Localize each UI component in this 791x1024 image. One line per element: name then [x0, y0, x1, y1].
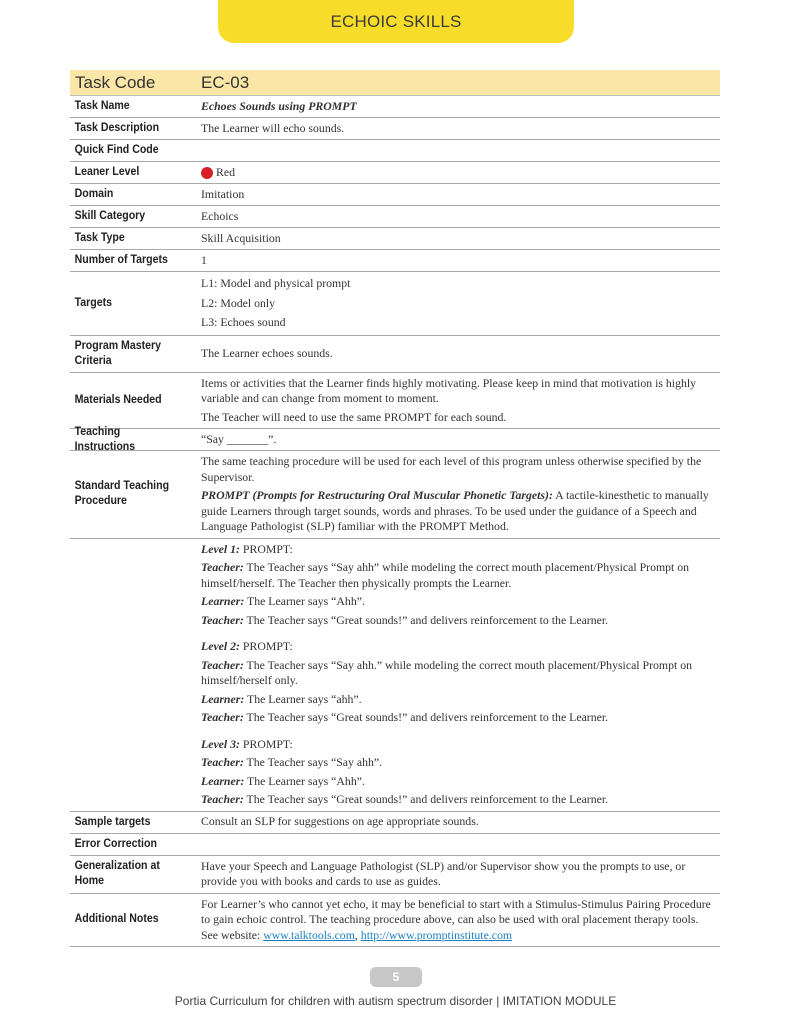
level-2-teacher-2-text: The Teacher says “Great sounds!” and delivers reinforcement to the Learner.: [243, 710, 609, 724]
targets-row: [70, 272, 720, 336]
task-name-label: Task Name: [74, 100, 130, 112]
materials-row: [70, 373, 720, 430]
teaching-instructions-value: “Say _______”.: [201, 431, 277, 446]
error-correction-row: [70, 834, 720, 856]
level-1-teacher-2-text: The Teacher says “Great sounds!” and delivers reinforcement to the Learner.: [243, 612, 609, 627]
materials-text-1: Items or activities that the Learner finds highly motivating. Please keep in mind that motivation is highly variable and can change from moment to moment.: [201, 375, 697, 405]
skill-category-label: Skill Category: [74, 210, 146, 222]
task-code-row: [70, 70, 720, 96]
number-of-targets-value: 1: [201, 252, 207, 267]
task-table: [70, 70, 720, 947]
skill-category-value: Echoics: [201, 208, 239, 223]
sample-targets-row: [70, 812, 720, 834]
generalization-row: [70, 856, 720, 894]
target-l1: L1: Model and physical prompt: [201, 276, 351, 290]
number-of-targets-label: Number of Targets: [74, 254, 168, 266]
quick-find-label: Quick Find Code: [74, 144, 159, 156]
task-type-label: Task Type: [74, 232, 125, 244]
page-number-badge: [370, 967, 422, 987]
learner-level-label: Leaner Level: [74, 166, 140, 178]
standard-procedure-label: Standard Teaching Procedure: [74, 480, 170, 508]
learner-level-value: Red: [216, 164, 236, 179]
level-3-title: Level 3:: [201, 736, 240, 751]
prompt-definition-text: A tactile-kinesthetic to manually guide Learners through target sounds, words and phrases. To be used under the guidance of a Speech and Language Pathologist (SLP) familiar with the PROMPT Method.: [201, 488, 709, 533]
additional-notes-text: For Learner’s who cannot yet echo, it may be beneficial to start with a Stimulus-Stimulus Pairing Procedure to gain echoic control. The teaching procedure above, can also be used with oral placement therapy tools. See website:: [201, 896, 711, 942]
level-1-title: Level 1:: [201, 541, 240, 556]
page-number: 5: [392, 970, 400, 984]
level-3-teacher-2-label: Teacher:: [201, 792, 244, 806]
footer-text: Portia Curriculum for children with autism spectrum disorder | IMITATION MODULE: [174, 994, 617, 1008]
additional-notes-label: Additional Notes: [74, 913, 159, 926]
level-1-teacher-text: The Teacher says “Say ahh” while modeling the correct mouth placement/Physical Prompt on himself/herself. The Teacher then physically prompts the Learner.: [201, 560, 690, 590]
target-l2: L2: Model only: [201, 295, 276, 310]
level-1-teacher-2-label: Teacher:: [201, 612, 244, 627]
sample-targets-value: Consult an SLP for suggestions on age appropriate sounds.: [201, 814, 479, 829]
task-name-row: [70, 96, 720, 118]
level-1-learner-text: The Learner says “Ahh”.: [244, 594, 365, 608]
section-title-tab: [218, 0, 574, 43]
level-1-teacher-label: Teacher:: [201, 560, 244, 574]
level-2-learner-label: Learner:: [201, 691, 245, 706]
domain-value: Imitation: [201, 186, 245, 201]
domain-row: [70, 184, 720, 206]
level-2-teacher-text: The Teacher says “Say ahh.” while modeling the correct mouth placement/Physical Prompt on himself/herself only.: [201, 657, 693, 687]
materials-text-2: The Teacher will need to use the same PROMPT for each sound.: [201, 409, 507, 424]
quick-find-row: [70, 140, 720, 162]
skill-category-row: [70, 206, 720, 228]
level-3-learner-label: Learner:: [201, 773, 245, 788]
standard-procedure-row: [70, 451, 720, 539]
task-description-row: [70, 118, 720, 140]
mastery-value: The Learner echoes sounds.: [201, 345, 333, 360]
mastery-label: Program Mastery Criteria: [74, 339, 162, 367]
section-title: ECHOIC SKILLS: [330, 11, 462, 31]
error-correction-label: Error Correction: [74, 837, 157, 850]
generalization-value: Have your Speech and Language Pathologist (SLP) and/or Supervisor show you the prompts to use, or provide you with books and cards to use as guides.: [201, 858, 686, 888]
red-level-dot-icon: [201, 167, 213, 179]
task-type-value: Skill Acquisition: [201, 230, 281, 245]
error-correction-value: [197, 834, 720, 855]
task-type-row: [70, 228, 720, 250]
levels-label-empty: [70, 539, 187, 811]
level-3-teacher-2-text: The Teacher says “Great sounds!” and delivers reinforcement to the Learner.: [243, 792, 609, 806]
additional-notes-row: [70, 894, 720, 948]
learner-level-row: [70, 162, 720, 184]
level-2-teacher-2-label: Teacher:: [201, 710, 244, 724]
number-of-targets-row: [70, 250, 720, 272]
level-3-teacher-label: Teacher:: [201, 755, 244, 769]
level-3-learner-text: The Learner says “Ahh”.: [244, 773, 365, 788]
level-3-teacher-text: The Teacher says “Say ahh”.: [243, 755, 383, 769]
task-code-label: Task Code: [75, 73, 156, 92]
domain-label: Domain: [74, 188, 114, 200]
promptinstitute-link[interactable]: http://www.promptinstitute.com: [360, 927, 513, 942]
sample-targets-label: Sample targets: [74, 815, 151, 828]
talktools-link[interactable]: www.talktools.com: [263, 927, 355, 942]
target-l3: L3: Echoes sound: [201, 315, 286, 329]
level-2-learner-text: The Learner says “ahh”.: [244, 691, 362, 706]
task-description-value: The Learner will echo sounds.: [201, 120, 345, 135]
level-2-teacher-label: Teacher:: [201, 657, 244, 672]
level-1-learner-label: Learner:: [201, 594, 245, 608]
levels-row: [70, 539, 720, 812]
generalization-label: Generalization at Home: [74, 860, 160, 887]
prompt-definition-heading: PROMPT (Prompts for Restructuring Oral Muscular Phonetic Targets):: [201, 488, 553, 502]
task-code-value: EC-03: [201, 72, 250, 92]
quick-find-value: [197, 140, 720, 161]
mastery-row: [70, 336, 720, 373]
level-1-title-rest: PROMPT:: [239, 541, 293, 556]
level-3-title-rest: PROMPT:: [239, 736, 293, 751]
teaching-instructions-row: [70, 425, 720, 453]
links-separator: ,: [354, 927, 361, 942]
targets-label: Targets: [74, 296, 113, 309]
teaching-instructions-label: Teaching Instructions: [74, 425, 136, 453]
task-name-value: Echoes Sounds using PROMPT: [201, 98, 357, 113]
task-description-label: Task Description: [74, 122, 160, 134]
level-2-title: Level 2:: [201, 639, 240, 653]
level-2-title-rest: PROMPT:: [239, 639, 293, 653]
materials-label: Materials Needed: [74, 393, 162, 406]
standard-procedure-text-1: The same teaching procedure will be used for each level of this program unless otherwise specified by the Supervisor.: [201, 454, 702, 484]
